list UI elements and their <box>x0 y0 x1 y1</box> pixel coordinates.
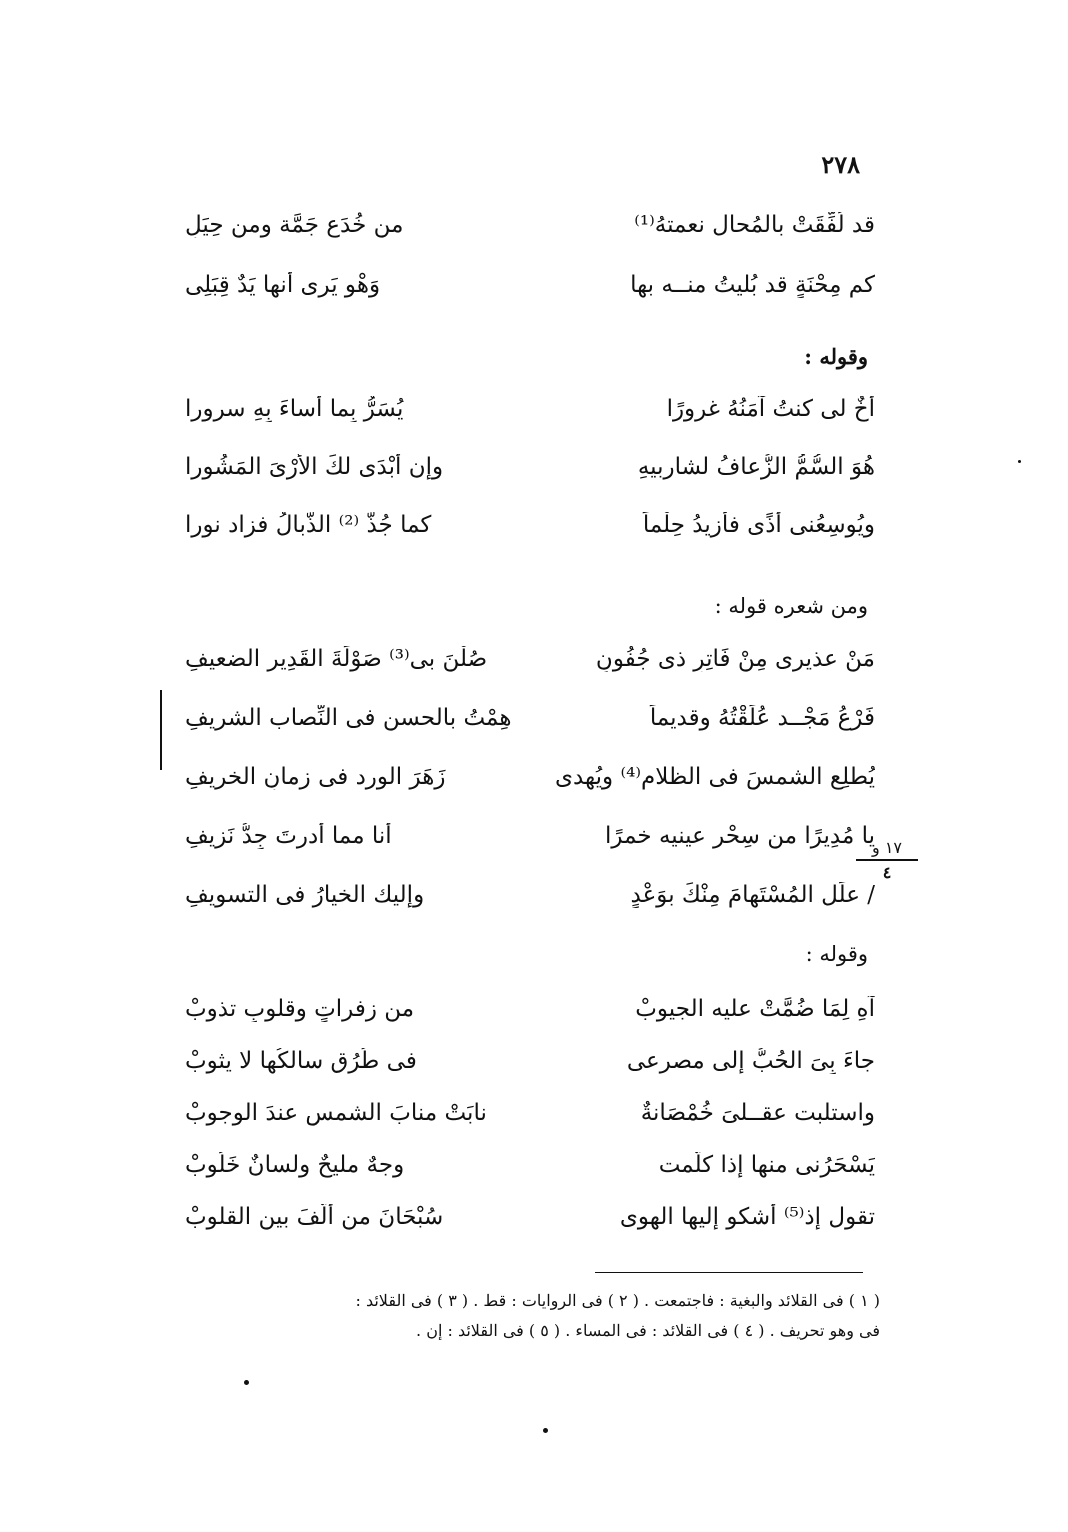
footnote-separator <box>595 1272 863 1273</box>
verse-first-hemistich: يُطلِع الشمسَ فى الظلام⁽⁴⁾ ويُهدى <box>554 764 875 790</box>
verse-first-hemistich: واستلبت عقــلىَ خُمْصَانةٌ <box>640 1100 875 1126</box>
verse-first-hemistich: قد لُفِّقَتْ بالمُحال نعمتهُ⁽¹⁾ <box>634 212 875 238</box>
margin-folio-note <box>856 838 918 882</box>
verse-line <box>185 1152 875 1200</box>
footnotes <box>180 1286 880 1346</box>
scan-speck <box>543 1428 548 1433</box>
folio-number: ١٧ و <box>872 838 902 857</box>
verse-second-hemistich: صُلْنَ بى⁽³⁾ صَوْلَةَ القَدِيرِ الضعيفِ <box>185 646 488 672</box>
verse-second-hemistich: من خُدَعٍ جَمَّة ومن حِيَلِ <box>185 212 404 238</box>
section-intro: وقوله : <box>805 942 868 966</box>
verse-first-hemistich: يَسْحَرُنى منها إذا كلَّمت <box>658 1152 875 1178</box>
footnote-line: ( ١ ) فى القلائد والبغية : فاجتمعت . ( ٢ ) فى الروايات : قط . ( ٣ ) فى القلائد : <box>355 1291 880 1310</box>
verse-second-hemistich: من زفراتٍ وقلوبٍ تذوبْ <box>185 996 415 1022</box>
verse-line <box>185 512 875 560</box>
verse-line <box>185 1204 875 1252</box>
verse-first-hemistich: مَنْ عذيرى مِنْ فَاتِرٍ ذى جُفُونٍ <box>595 646 875 672</box>
verse-line <box>185 272 875 320</box>
folio-quire: ٤ <box>882 863 892 882</box>
verse-line <box>185 1048 875 1096</box>
verse-line <box>185 396 875 444</box>
verse-first-hemistich: تقول إذ⁽⁵⁾ أشكو إليها الهوى <box>619 1204 875 1230</box>
scan-speck <box>1018 460 1021 463</box>
verse-first-hemistich: / علِّل المُسْتَهامَ مِنْكَ بوَعْدٍ <box>630 882 875 908</box>
verse-second-hemistich: وإليك الخيارُ فى التسويفِ <box>185 882 425 908</box>
poem-stanza-4 <box>185 996 875 1252</box>
verse-first-hemistich: أخٌ لى كنتُ آمَنُهُ غرورًا <box>666 396 875 422</box>
verse-line <box>185 823 875 871</box>
verse-second-hemistich: وجهٌ مليحٌ ولسانٌ خَلُوبْ <box>185 1152 405 1178</box>
verse-line <box>185 454 875 502</box>
verse-second-hemistich: وَهْو يَرى أنها يَدٌ قِبَلِى <box>185 272 381 298</box>
folio-rule <box>856 859 918 861</box>
verse-line <box>185 764 875 812</box>
verse-line <box>185 646 875 694</box>
section-intro: ومن شعره قوله : <box>714 594 868 618</box>
page-number: ٢٧٨ <box>821 150 860 179</box>
verse-second-hemistich: هِمْتُ بالحسن فى النِّصاب الشريفِ <box>185 705 512 731</box>
verse-first-hemistich: يا مُدِيرًا من سِحْرِ عينيه خمرًا <box>605 823 875 849</box>
verse-second-hemistich: فى طُرُقٍ سالكُها لا يثوبْ <box>185 1048 417 1074</box>
verse-second-hemistich: نابَتْ منابَ الشمسِ عندَ الوجوبْ <box>185 1100 487 1126</box>
poem-stanza-1 <box>185 212 875 320</box>
poem-stanza-2 <box>185 396 875 560</box>
footnote-line: فى وهو تحريف . ( ٤ ) فى القلائد : فى المساء . ( ٥ ) فى القلائد : إن . <box>416 1321 880 1340</box>
verse-line <box>185 705 875 753</box>
margin-mark <box>160 690 162 770</box>
verse-second-hemistich: زَهَرَ الورد فى زمانِ الخريفِ <box>185 764 446 790</box>
verse-second-hemistich: يُسَرُّ بِما أساءَ بِهِ سرورا <box>185 396 404 422</box>
verse-second-hemistich: أنا مما أدرتَ جِدُّ نَزيفِ <box>185 823 392 849</box>
verse-first-hemistich: هُوَ السُّمُّ الزُّعافُ لشاربيهِ <box>637 454 875 480</box>
section-intro: وقوله : <box>804 344 868 369</box>
verse-first-hemistich: فَرْعُ مَجْــد عُلِّقْتُهُ وقديماً <box>649 705 875 731</box>
verse-line <box>185 1100 875 1148</box>
verse-line <box>185 882 875 930</box>
verse-second-hemistich: سُبْحَانَ من ألَّفَ بين القلوبْ <box>185 1204 444 1230</box>
verse-first-hemistich: جاءَ بِىَ الحُبُّ إلى مصرعى <box>626 1048 875 1074</box>
verse-first-hemistich: كم مِحْنَةٍ قد بُليتُ منــه بها <box>630 272 875 298</box>
verse-line <box>185 996 875 1044</box>
verse-second-hemistich: وإن أبْدَى لكَ الأرْىَ المَشُورا <box>185 454 444 480</box>
verse-line <box>185 212 875 260</box>
verse-first-hemistich: ويُوسِعُنى أذًى فأزيدُ حِلْماً <box>642 512 875 538</box>
poem-stanza-3 <box>185 646 875 930</box>
verse-second-hemistich: كما جُذَّ ⁽²⁾ الذُّبالُ فزاد نورا <box>185 512 432 538</box>
verse-first-hemistich: آهِ لِمَا ضُمَّتْ عليه الجيوبْ <box>635 996 875 1022</box>
scan-speck <box>244 1380 249 1385</box>
